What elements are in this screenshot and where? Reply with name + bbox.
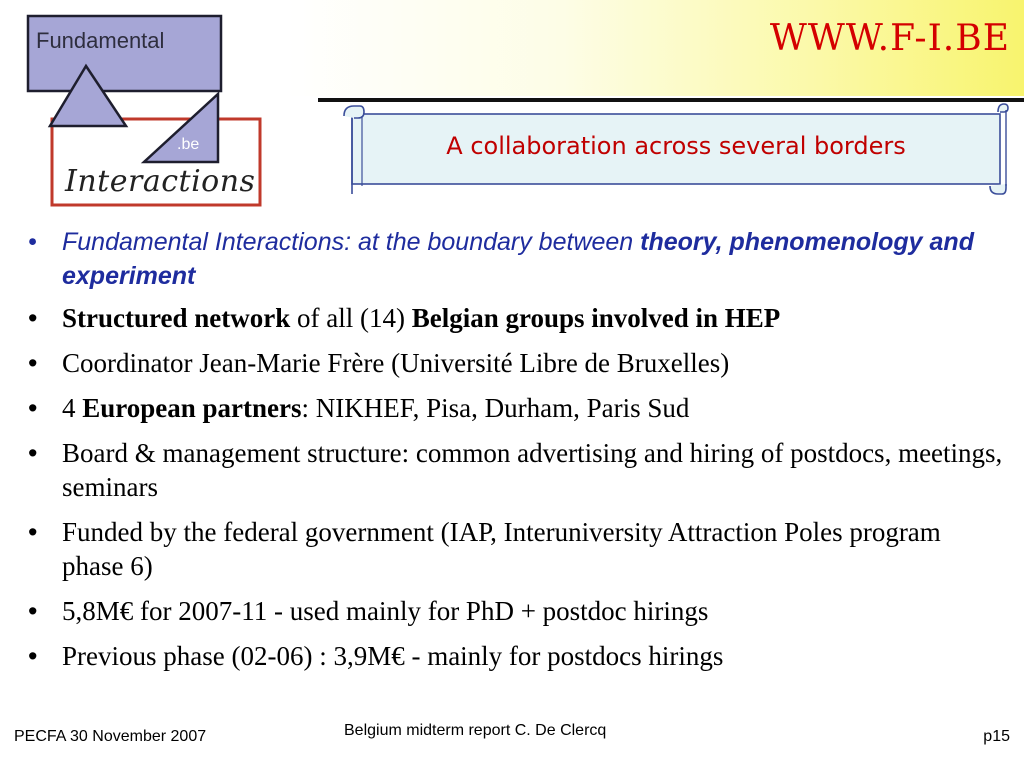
- bullet-list: [28, 225, 1008, 684]
- footer-left: PECFA 30 November 2007: [14, 728, 207, 745]
- bullet-text: Funded by the federal government (IAP, Interuniversity Attraction Poles program phase 6): [62, 517, 941, 581]
- logo-bottom-word: Interactions: [65, 164, 256, 199]
- bullet-item: [28, 436, 1008, 504]
- bullet-text: of all (14): [290, 303, 412, 333]
- logo-domain-suffix: .be: [177, 136, 200, 153]
- bullet-text: Previous phase (02-06) : 3,9M€ - mainly for postdocs hirings: [62, 641, 724, 671]
- bullet-item: [28, 301, 1008, 335]
- bullet-marker: •: [28, 348, 38, 378]
- bullet-marker: •: [28, 303, 38, 333]
- bullet-text-bold: Structured network: [62, 303, 291, 333]
- banner-scroll: [342, 102, 1010, 198]
- bullet-item: [28, 391, 1008, 425]
- bullet-text: Fundamental Interactions: at the boundary between: [62, 228, 641, 256]
- logo-top-word: Fundamental: [36, 28, 165, 53]
- bullet-marker: •: [28, 393, 38, 423]
- bullet-text-bold: Belgian groups involved in HEP: [411, 303, 781, 333]
- bullet-marker: •: [28, 596, 38, 626]
- bullet-text: 5,8M€ for 2007-11 - used mainly for PhD + postdoc hirings: [62, 596, 709, 626]
- fi-logo: [22, 14, 270, 210]
- bullet-text: Coordinator Jean-Marie Frère (Université Libre de Bruxelles): [62, 348, 730, 378]
- bullet-text: 4: [62, 393, 83, 423]
- bullet-item: [28, 639, 1008, 673]
- bullet-item: [28, 225, 1008, 293]
- bullet-item: [28, 346, 1008, 380]
- bullet-item: [28, 515, 1008, 583]
- bullet-marker: •: [28, 641, 38, 671]
- footer-page-number: p15: [983, 728, 1010, 745]
- bullet-marker: •: [28, 228, 37, 256]
- bullet-marker: •: [28, 517, 38, 547]
- footer-center: Belgium midterm report C. De Clercq: [344, 722, 607, 739]
- site-url: WWW.F-I.BE: [769, 18, 1010, 59]
- bullet-text: : NIKHEF, Pisa, Durham, Paris Sud: [301, 393, 690, 423]
- bullet-marker: •: [28, 438, 38, 468]
- bullet-text: Board & management structure: common advertising and hiring of postdocs, meetings, seminars: [62, 438, 1003, 502]
- banner-text: A collaboration across several borders: [446, 132, 906, 160]
- bullet-text-bold: European partners: [82, 393, 302, 423]
- bullet-item: [28, 594, 1008, 628]
- bullet-text-bold: theory, phenomenology and experiment: [62, 228, 974, 290]
